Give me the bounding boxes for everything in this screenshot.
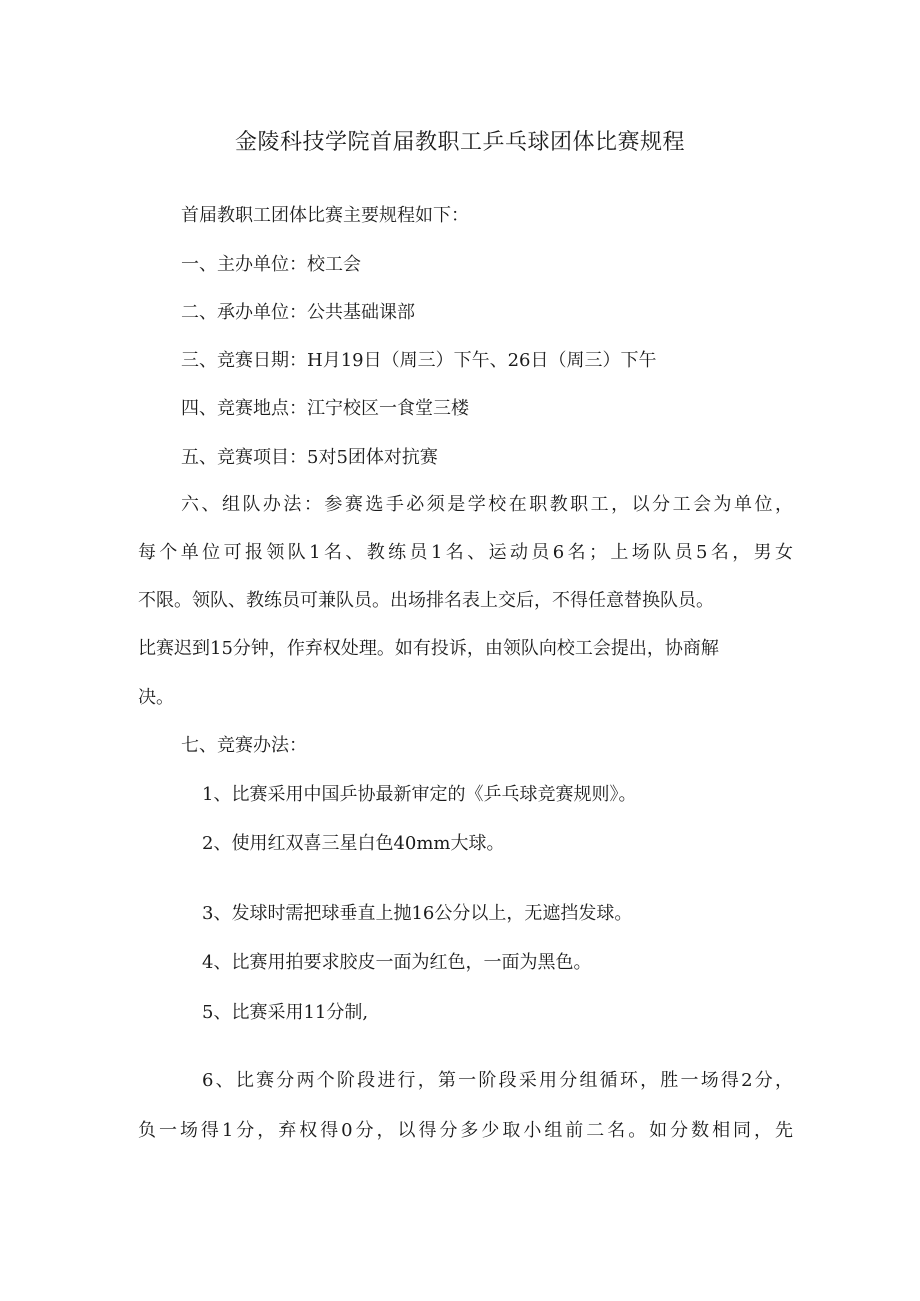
organizer-line: 一、主办单位：校工会 — [181, 254, 361, 275]
rule-item: 4、比赛用拍要求胶皮一面为红色，一面为黑色。 — [202, 952, 592, 973]
rule-item: 3、发球时需把球垂直上抛16公分以上，无遮挡发球。 — [202, 903, 633, 924]
co-organizer-line: 二、承办单位：公共基础课部 — [181, 302, 415, 323]
rule-item: 5、比赛采用11分制, — [202, 1002, 369, 1023]
competition-heading: 七、竞赛办法： — [181, 735, 307, 756]
document-title: 金陵科技学院首届教职工乒乓球团体比赛规程 — [234, 130, 685, 155]
intro-text: 首届教职工团体比赛主要规程如下： — [181, 205, 469, 226]
team-rules-line: 不限。领队、教练员可兼队员。出场排名表上交后，不得任意替换队员。 — [138, 590, 714, 611]
rule-6-line: 负一场得1分，弃权得0分，以得分多少取小组前二名。如分数相同，先 — [138, 1120, 793, 1141]
team-rules-line: 六、组队办法：参赛选手必须是学校在职教职工，以分工会为单位， — [181, 494, 793, 515]
team-rules-line: 每个单位可报领队1名、教练员1名、运动员6名；上场队员5名，男女 — [138, 542, 793, 563]
date-line: 三、竞赛日期：H月19日（周三）下午、26日（周三）下午 — [181, 350, 657, 371]
rule-item: 1、比赛采用中国乒协最新审定的《乒乓球竞赛规则》。 — [202, 784, 637, 805]
rule-item: 2、使用红双喜三星白色40mm大球。 — [202, 833, 505, 854]
rule-6-line: 6、比赛分两个阶段进行，第一阶段采用分组循环，胜一场得2分， — [202, 1070, 793, 1091]
venue-line: 四、竞赛地点：江宁校区一食堂三楼 — [181, 398, 469, 419]
event-line: 五、竞赛项目：5对5团体对抗赛 — [181, 447, 438, 468]
team-rules-line: 决。 — [138, 687, 174, 708]
team-rules-line: 比赛迟到15分钟，作弃权处理。如有投诉，由领队向校工会提出，协商解 — [138, 638, 719, 659]
